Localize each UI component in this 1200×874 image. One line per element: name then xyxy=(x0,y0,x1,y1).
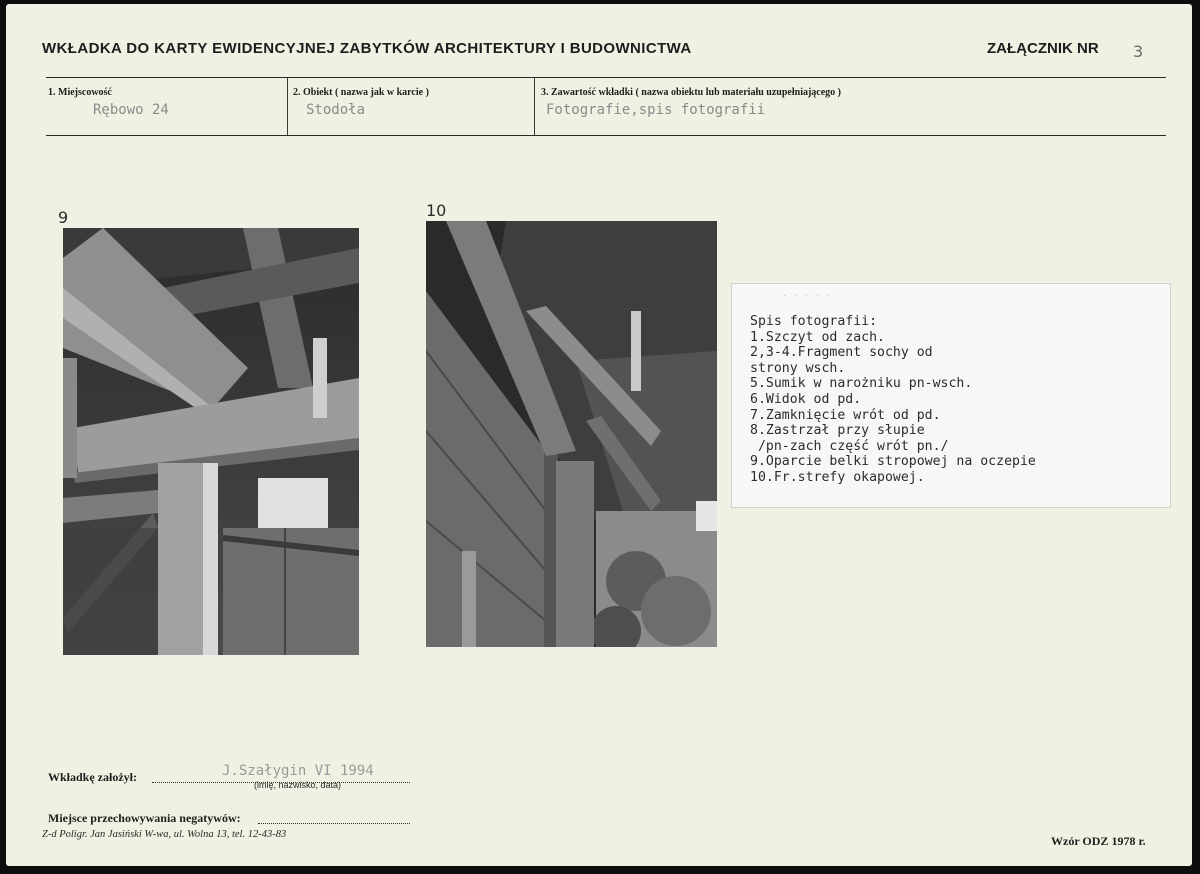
photo-list-item: 8.Zastrzał przy słupie xyxy=(750,423,925,439)
photo-eaves-zone xyxy=(426,221,717,647)
photo-list xyxy=(750,314,1036,486)
photo-number: 10 xyxy=(426,201,447,220)
header-rule-top xyxy=(46,77,1166,78)
photo-list-title: Spis fotografii: xyxy=(750,314,878,329)
content-value: Fotografie,spis fotografii xyxy=(546,102,766,118)
photo-list-item: 1.Szczyt od zach. xyxy=(750,329,885,345)
attachment-label: ZAŁĄCZNIK NR xyxy=(987,40,1099,57)
printer-imprint: Z-d Poligr. Jan Jasiński W-wa, ul. Wolna 13, tel. 12-43-83 xyxy=(42,829,287,840)
content-label: 3. Zawartość wkładki ( nazwa obiektu lub materiału uzupełniającego ) xyxy=(541,87,842,98)
header-rule-bottom xyxy=(46,135,1166,136)
field-divider xyxy=(287,78,288,135)
form-code: Wzór ODZ 1978 r. xyxy=(1051,834,1146,848)
locality-label: 1. Miejscowość xyxy=(48,87,112,98)
prepared-by-label: Wkładkę założył: xyxy=(48,770,137,784)
object-value: Stodoła xyxy=(306,102,366,118)
photo-list-item: 6.Widok od pd. xyxy=(750,391,862,407)
photo-list-item: 9.Oparcie belki stropowej na oczepie xyxy=(750,454,1036,470)
slip-smudge: · · · · · xyxy=(782,292,831,302)
photo-beam-support xyxy=(63,228,359,655)
photo-number: 9 xyxy=(58,208,69,227)
prepared-by-hint: (imię, nazwisko, data) xyxy=(254,780,342,790)
locality-value: Rębowo 24 xyxy=(93,102,169,118)
field-divider xyxy=(534,78,535,135)
object-label: 2. Obiekt ( nazwa jak w karcie ) xyxy=(293,87,429,98)
photo-list-item: strony wsch. xyxy=(750,360,846,376)
photo-list-item: /pn-zach część wrót pn./ xyxy=(750,438,949,454)
negatives-location-line xyxy=(258,823,410,824)
prepared-by-value: J.Szałygin VI 1994 xyxy=(222,763,374,779)
photo-list-item: 7.Zamknięcie wrót od pd. xyxy=(750,407,941,423)
document-title: WKŁADKA DO KARTY EWIDENCYJNEJ ZABYTKÓW ARCHITEKTURY I BUDOWNICTWA xyxy=(42,40,692,57)
negatives-location-label: Miejsce przechowywania negatywów: xyxy=(48,811,241,825)
photo-list-item: 10.Fr.strefy okapowej. xyxy=(750,469,925,485)
photo-list-slip xyxy=(731,283,1171,508)
photo-list-item: 5.Sumik w narożniku pn-wsch. xyxy=(750,376,973,392)
photo-list-item: 2,3-4.Fragment sochy od xyxy=(750,345,933,361)
attachment-number: 3 xyxy=(1133,42,1144,61)
